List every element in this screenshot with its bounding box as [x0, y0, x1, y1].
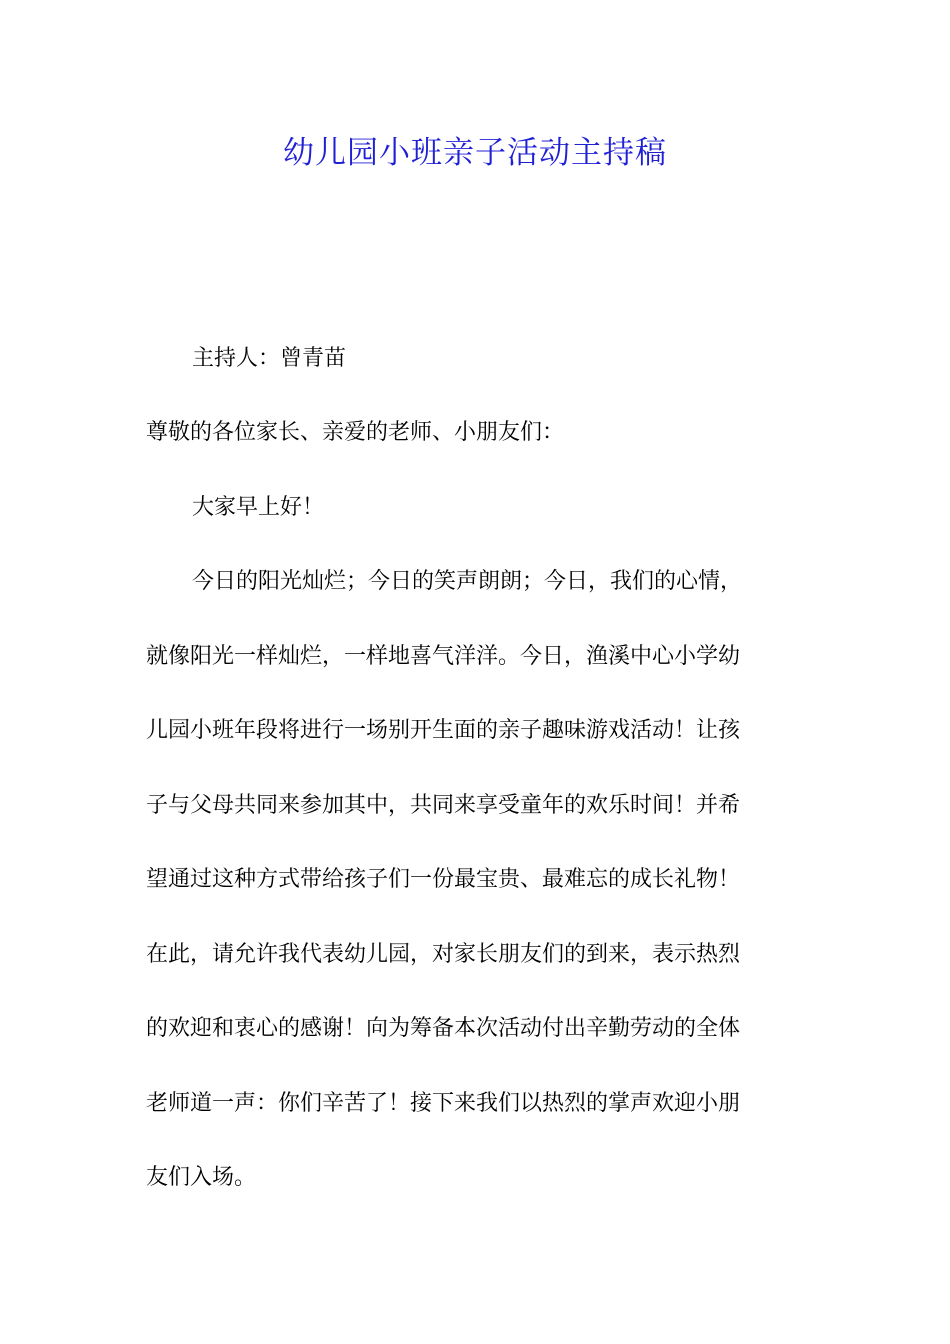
document-title: 幼儿园小班亲子活动主持稿	[283, 135, 667, 171]
host-line-block	[146, 322, 808, 397]
paragraph-line: 望通过这种方式带给孩子们一份最宝贵、最难忘的成长礼物！	[146, 867, 741, 892]
paragraph-line: 就像阳光一样灿烂，一样地喜气洋洋。今日，渔溪中心小学幼	[146, 643, 741, 669]
greeting: 大家早上好！	[192, 494, 325, 520]
paragraph-line: 在此，请允许我代表幼儿园，对家长朋友们的到来，表示热烈	[146, 941, 741, 967]
paragraph-line: 今日的阳光灿烂；今日的笑声朗朗；今日，我们的心情，	[192, 569, 743, 594]
paragraph-line: 友们入场。	[146, 1165, 257, 1190]
paragraph-line: 子与父母共同来参加其中，共同来享受童年的欢乐时间！并希	[146, 792, 741, 818]
paragraph-line: 的欢迎和衷心的感谢！向为筹备本次活动付出辛勤劳动的全体	[146, 1016, 741, 1041]
paragraph-line: 儿园小班年段将进行一场别开生面的亲子趣味游戏活动！让孩	[146, 718, 741, 743]
body-block	[146, 396, 808, 1216]
salutation: 尊敬的各位家长、亲爱的老师、小朋友们：	[146, 420, 565, 445]
paragraph-line: 老师道一声：你们辛苦了！接下来我们以热烈的掌声欢迎小朋	[146, 1090, 741, 1116]
host-line: 主持人：曾青苗	[192, 346, 347, 371]
